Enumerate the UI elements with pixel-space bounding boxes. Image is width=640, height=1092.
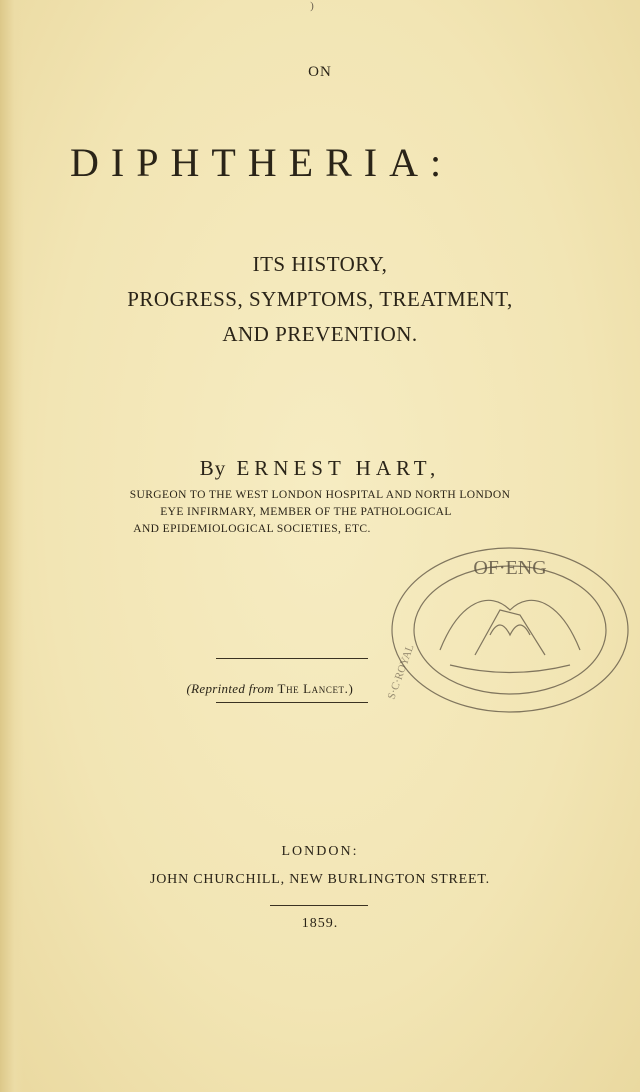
reprint-prefix: (Reprinted from [186,681,274,696]
divider-rule-upper [216,658,368,659]
subtitle-line-1: ITS HISTORY, [252,252,388,276]
author-name: ERNEST HART, [236,456,441,480]
divider-rule-lower [216,702,368,703]
author-line [0,456,640,481]
stamp-text-top: OF·ENG [473,557,547,579]
imprint-year: 1859. [301,916,339,931]
title-preposition: ON [308,64,332,80]
library-stamp [380,540,640,720]
imprint-place: LONDON: [281,844,359,859]
subtitle-line-2: PROGRESS, SYMPTOMS, TREATMENT, [127,287,513,311]
subtitle-line-3: AND PREVENTION. [222,322,418,346]
author-by: By [199,456,227,480]
top-mark: ) [310,0,314,12]
credentials-line-2: EYE INFIRMARY, MEMBER OF THE PATHOLOGICAL [160,506,452,518]
credentials-line-3: AND EPIDEMIOLOGICAL SOCIETIES, ETC. [133,523,371,535]
imprint-rule [270,905,368,906]
book-title: DIPHTHERIA: [70,140,454,185]
credentials-line-1: SURGEON TO THE WEST LONDON HOSPITAL AND NORTH LONDON [129,489,511,501]
stamp-text-left: S·C·ROYAL [385,642,417,702]
imprint-publisher: JOHN CHURCHILL, NEW BURLINGTON STREET. [150,872,490,887]
reprint-source: The Lancet.) [277,681,354,696]
